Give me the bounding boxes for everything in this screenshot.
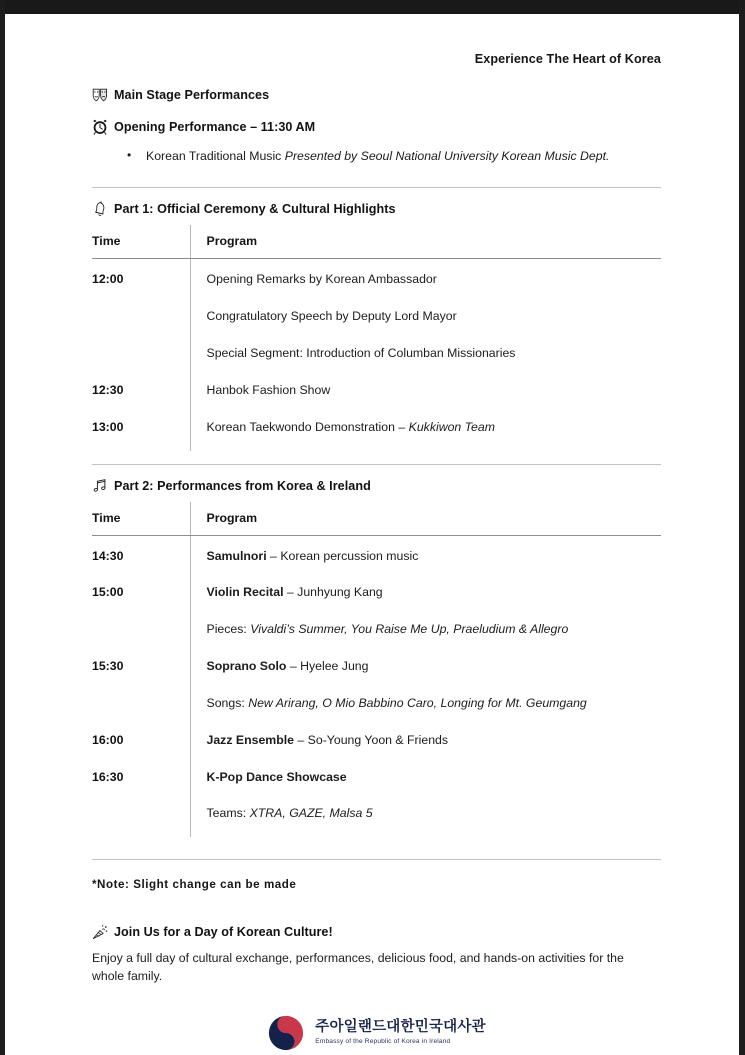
embassy-name-english: Embassy of the Republic of Korea in Ireland — [315, 1037, 451, 1045]
opening-bullet-list — [92, 147, 661, 165]
window-titlebar — [0, 0, 745, 14]
cell-program — [190, 645, 661, 682]
note-text: *Note: Slight change can be made — [92, 878, 297, 892]
cell-time — [92, 332, 190, 369]
cell-time: 13:00 — [92, 419, 124, 434]
cell-time — [92, 295, 190, 332]
cell-program — [190, 406, 661, 451]
taegeuk-icon — [267, 1014, 305, 1052]
cell-program-text: Korean Taekwondo Demonstration – — [206, 419, 409, 434]
cell-program-italic: Kukkiwon Team — [408, 419, 495, 434]
embassy-name-korean: 주아일랜드대한민국대사관 — [315, 1018, 486, 1035]
table-row — [92, 719, 661, 756]
cell-program-bold: K-Pop Dance Showcase — [206, 769, 347, 784]
main-stage-heading-row — [92, 87, 661, 103]
cell-time — [92, 608, 190, 645]
opening-bullet-italic: Presented by Seoul National University Korean Music Dept. — [284, 149, 610, 163]
embassy-logo-text — [315, 1020, 485, 1045]
list-item — [92, 147, 661, 165]
table-row — [92, 682, 661, 719]
cell-time: 14:30 — [92, 548, 124, 563]
table-row — [92, 571, 661, 608]
cell-program-text: Opening Remarks by Korean Ambassador — [206, 272, 437, 287]
table-row — [92, 645, 661, 682]
cell-program — [190, 719, 661, 756]
cell-program-text: – Junhyung Kang — [283, 585, 383, 600]
table-header-row — [92, 225, 661, 259]
column-header-time: Time — [92, 225, 190, 259]
cell-program — [190, 332, 661, 369]
column-header-time: Time — [92, 502, 190, 536]
page-title: Experience The Heart of Korea — [474, 52, 661, 66]
opening-bullet-text: Korean Traditional Music — [146, 149, 285, 163]
cell-program-bold: Jazz Ensemble — [206, 732, 294, 747]
cell-program-bold: Soprano Solo — [206, 659, 287, 674]
table-row — [92, 792, 661, 837]
cell-program-bold: Samulnori — [206, 548, 267, 563]
table-row — [92, 295, 661, 332]
table-row — [92, 369, 661, 406]
cell-program — [190, 792, 661, 837]
part2-heading: Part 2: Performances from Korea & Ireland — [114, 478, 371, 493]
window-right-edge — [739, 0, 745, 1055]
cell-time: 12:30 — [92, 382, 124, 397]
cell-time: 15:30 — [92, 659, 124, 674]
cell-program — [190, 369, 661, 406]
table-row — [92, 608, 661, 645]
part1-heading-row — [92, 201, 661, 217]
cell-program — [190, 259, 661, 295]
cell-program-text: Special Segment: Introduction of Columban Missionaries — [206, 346, 516, 361]
embassy-logo-wrap — [92, 1014, 661, 1052]
alarm-clock-icon — [92, 119, 108, 135]
performing-arts-masks-icon — [92, 87, 108, 103]
cell-time: 16:00 — [92, 732, 124, 747]
cell-program-italic: XTRA, GAZE, Malsa 5 — [249, 806, 373, 821]
table-row — [92, 259, 661, 295]
closing-body: Enjoy a full day of cultural exchange, performances, delicious food, and hands-on activities for the whole family. — [92, 951, 624, 984]
cell-program — [190, 535, 661, 571]
cell-time: 15:00 — [92, 585, 124, 600]
column-header-program: Program — [190, 502, 661, 536]
closing-heading: Join Us for a Day of Korean Culture! — [114, 925, 333, 940]
table-row — [92, 535, 661, 571]
cell-time: 12:00 — [92, 272, 124, 287]
table-row — [92, 756, 661, 793]
cell-program-text: – Korean percussion music — [266, 548, 419, 563]
table-row — [92, 332, 661, 369]
table-row — [92, 406, 661, 451]
cell-program — [190, 682, 661, 719]
cell-program-text: – Hyelee Jung — [286, 659, 369, 674]
cell-program-text: Teams: — [206, 806, 250, 821]
cell-program-italic: Vivaldi’s Summer, You Raise Me Up, Praeludium & Allegro — [250, 622, 569, 637]
part2-heading-row — [92, 478, 661, 494]
cell-program-text: Congratulatory Speech by Deputy Lord Mayor — [206, 309, 457, 324]
part1-heading: Part 1: Official Ceremony & Cultural Highlights — [114, 202, 396, 217]
opening-heading-row — [92, 119, 661, 135]
column-header-program: Program — [190, 225, 661, 259]
embassy-logo — [267, 1014, 485, 1052]
main-stage-heading: Main Stage Performances — [114, 88, 270, 102]
opening-heading: Opening Performance – 11:30 AM — [114, 120, 316, 134]
cell-program-bold: Violin Recital — [206, 585, 284, 600]
cell-time — [92, 792, 190, 837]
cell-program — [190, 571, 661, 608]
cell-program-italic: New Arirang, O Mio Babbino Caro, Longing for Mt. Geumgang — [248, 695, 587, 710]
cell-program — [190, 608, 661, 645]
document-sheet — [5, 14, 739, 1055]
musical-notes-icon — [92, 478, 108, 494]
cell-program-text: Pieces: — [206, 622, 251, 637]
cell-program — [190, 756, 661, 793]
cell-program-text: Hanbok Fashion Show — [206, 382, 331, 397]
cell-program-text: – So-Young Yoon & Friends — [293, 732, 449, 747]
part1-schedule-table — [92, 225, 661, 450]
cell-program — [190, 295, 661, 332]
closing-heading-row — [92, 924, 661, 940]
cell-time — [92, 682, 190, 719]
table-header-row — [92, 502, 661, 536]
cell-time: 16:30 — [92, 769, 124, 784]
cell-program-text: Songs: — [206, 695, 249, 710]
bell-icon — [92, 201, 108, 217]
part2-schedule-table — [92, 502, 661, 838]
party-popper-icon — [92, 924, 108, 940]
document-content — [92, 52, 661, 1052]
